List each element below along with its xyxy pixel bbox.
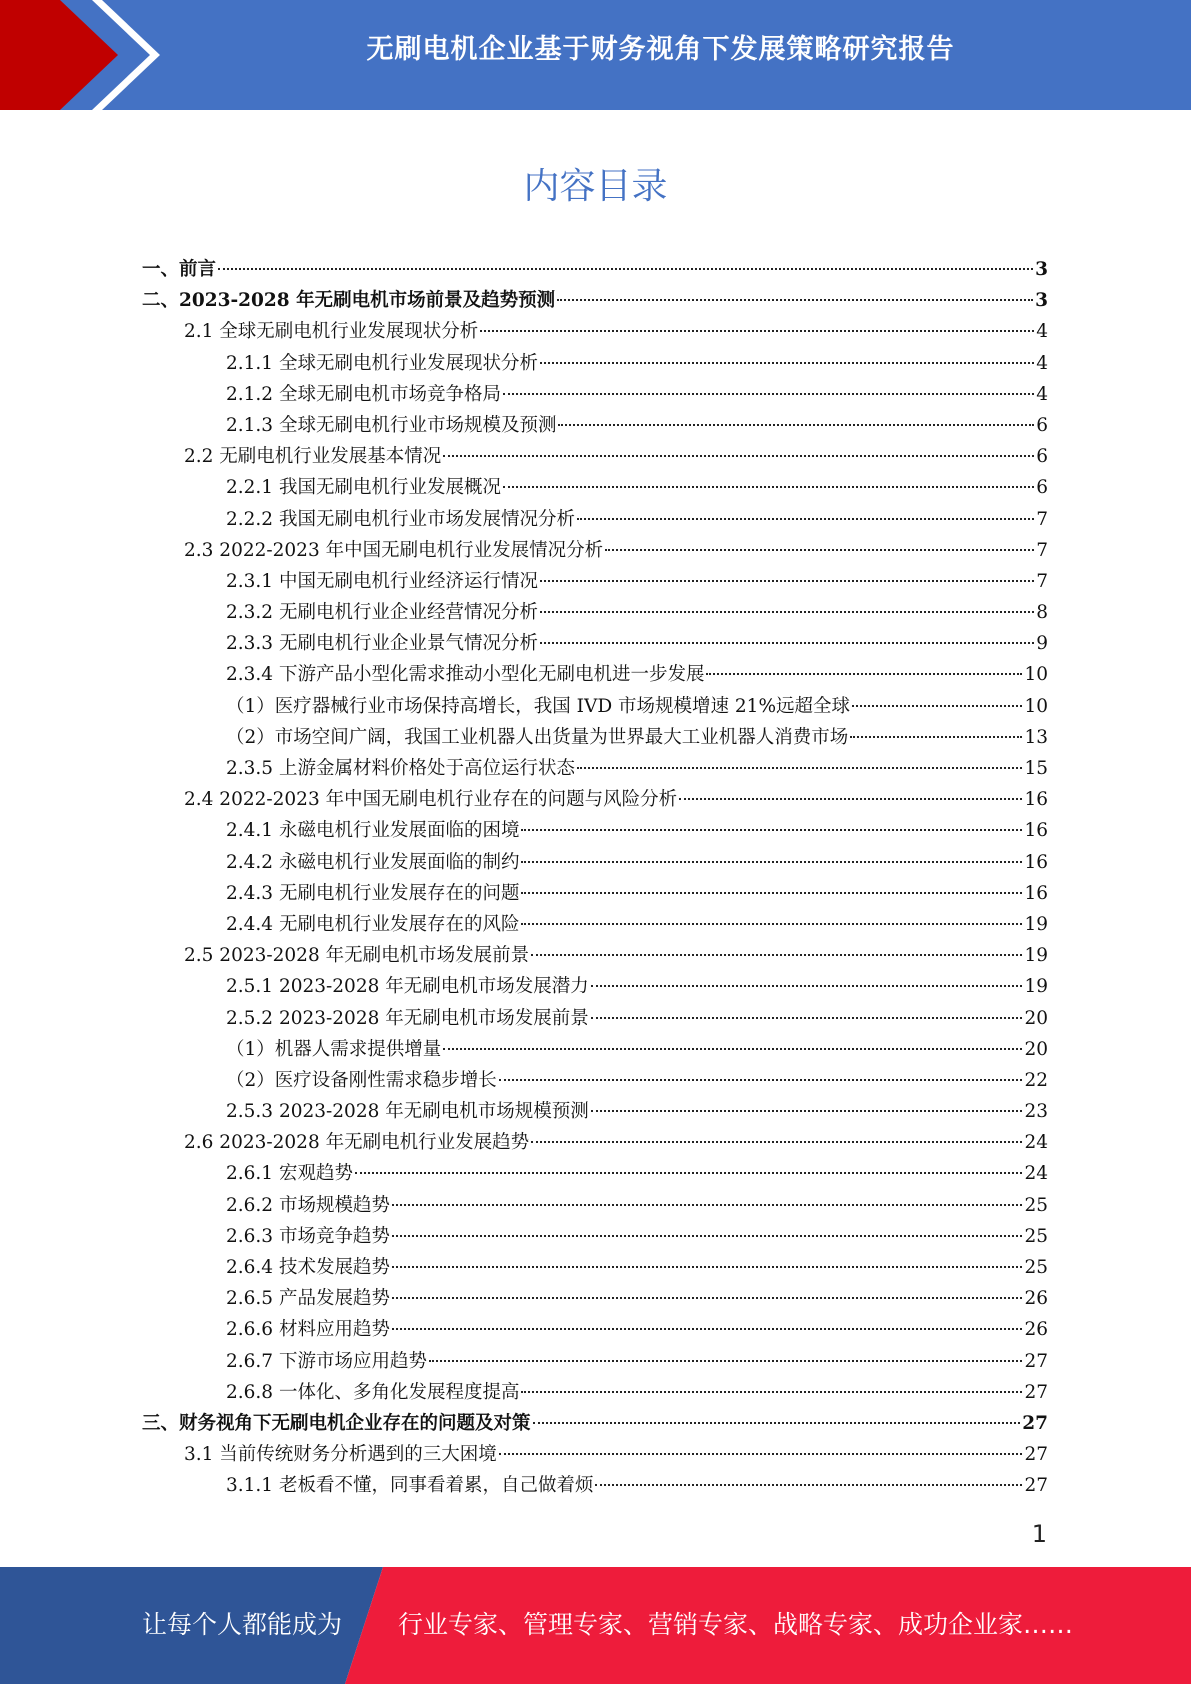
toc-entry[interactable] — [142, 628, 1048, 659]
toc-entry[interactable] — [142, 909, 1048, 940]
toc-dot-leader — [521, 861, 1022, 863]
toc-entry[interactable] — [142, 1470, 1048, 1501]
toc-entry[interactable] — [142, 1252, 1048, 1283]
toc-entry-title: 2.2 无刷电机行业发展基本情况 — [184, 446, 442, 468]
toc-entry-title: 2.1.3 全球无刷电机行业市场规模及预测 — [226, 414, 557, 436]
toc-entry-title: 2.3.3 无刷电机行业企业景气情况分析 — [226, 633, 538, 655]
toc-entry-page: 27 — [1024, 1475, 1048, 1497]
toc-entry-title: 2.6 2023-2028 年无刷电机行业发展趋势 — [184, 1132, 530, 1154]
toc-entry-page: 19 — [1024, 976, 1048, 998]
toc-entry-page: 16 — [1024, 820, 1048, 842]
footer-slogan-left: 让每个人都能成为 — [142, 1610, 343, 1639]
document-title: 无刷电机企业基于财务视角下发展策略研究报告 — [366, 34, 955, 65]
toc-entry-page: 24 — [1024, 1163, 1048, 1185]
toc-dot-leader — [706, 673, 1022, 675]
toc-entry-page: 25 — [1024, 1194, 1048, 1216]
toc-dot-leader — [540, 611, 1034, 613]
toc-dot-leader — [443, 1048, 1022, 1050]
toc-entry-page: 6 — [1036, 446, 1048, 468]
toc-dot-leader — [503, 486, 1034, 488]
toc-entry-title: 2.6.6 材料应用趋势 — [226, 1319, 390, 1341]
toc-entry[interactable] — [142, 316, 1048, 347]
toc-entry-title: 2.4.2 永磁电机行业发展面临的制约 — [226, 851, 520, 873]
header-banner — [0, 0, 1191, 110]
toc-entry[interactable] — [142, 1003, 1048, 1034]
toc-dot-leader — [521, 829, 1022, 831]
footer-slogan-right: 行业专家、管理专家、营销专家、战略专家、成功企业家…… — [398, 1610, 1074, 1639]
toc-entry-page: 19 — [1024, 913, 1048, 935]
toc-entry-title: 2.2.1 我国无刷电机行业发展概况 — [226, 477, 501, 499]
toc-dot-leader — [480, 330, 1034, 332]
red-chevron-shape — [0, 0, 118, 110]
toc-entry-page: 22 — [1024, 1069, 1048, 1091]
toc-entry-page: 16 — [1024, 789, 1048, 811]
toc-entry[interactable] — [142, 1314, 1048, 1345]
toc-dot-leader — [679, 798, 1022, 800]
toc-entry-title: 2.6.7 下游市场应用趋势 — [226, 1350, 427, 1372]
toc-dot-leader — [499, 1079, 1023, 1081]
toc-dot-leader — [595, 1484, 1022, 1486]
toc-entry-page: 4 — [1036, 321, 1048, 343]
toc-dot-leader — [392, 1235, 1022, 1237]
toc-dot-leader — [499, 1453, 1023, 1455]
toc-dot-leader — [392, 1297, 1022, 1299]
toc-entry-page: 6 — [1036, 477, 1048, 499]
toc-entry[interactable] — [142, 535, 1048, 566]
toc-dot-leader — [521, 1391, 1022, 1393]
toc-entry-title: 2.1 全球无刷电机行业发展现状分析 — [184, 321, 479, 343]
toc-dot-leader — [503, 393, 1034, 395]
toc-entry-title: （1）医疗器械行业市场保持高增长，我国 IVD 市场规模增速 21%远超全球 — [226, 695, 851, 717]
toc-entry-page: 7 — [1036, 508, 1048, 530]
toc-dot-leader — [521, 923, 1022, 925]
toc-entry[interactable] — [142, 1034, 1048, 1065]
toc-dot-leader — [540, 362, 1034, 364]
toc-entry-title: 2.4.1 永磁电机行业发展面临的困境 — [226, 820, 520, 842]
toc-entry-title: 2.3.4 下游产品小型化需求推动小型化无刷电机进一步发展 — [226, 664, 705, 686]
toc-entry[interactable] — [142, 722, 1048, 753]
toc-entry-page: 25 — [1024, 1257, 1048, 1278]
toc-entry-title: 3.1.1 老板看不懂，同事看着累，自己做着烦 — [226, 1475, 594, 1497]
toc-dot-leader — [605, 549, 1034, 551]
toc-dot-leader — [540, 580, 1034, 582]
toc-dot-leader — [558, 424, 1034, 426]
toc-entry-title: 2.1.2 全球无刷电机市场竞争格局 — [226, 383, 501, 405]
toc-entry-title: 2.3.1 中国无刷电机行业经济运行情况 — [226, 570, 538, 592]
toc-entry[interactable] — [142, 1190, 1048, 1221]
toc-entry-title: 三、财务视角下无刷电机企业存在的问题及对策 — [142, 1412, 531, 1434]
toc-entry-title: 2.4 2022-2023 年中国无刷电机行业存在的问题与风险分析 — [184, 789, 678, 811]
toc-entry[interactable] — [142, 1439, 1048, 1470]
toc-entry-page: 24 — [1024, 1132, 1048, 1154]
toc-entry[interactable] — [142, 1283, 1048, 1314]
toc-entry-title: 2.6.2 市场规模趋势 — [226, 1194, 390, 1216]
toc-entry-title: （1）机器人需求提供增量 — [226, 1038, 442, 1060]
toc-dot-leader — [540, 642, 1034, 644]
toc-entry-title: 2.3.2 无刷电机行业企业经营情况分析 — [226, 602, 538, 624]
toc-entry[interactable] — [142, 1346, 1048, 1377]
toc-entry-title: 2.5.1 2023-2028 年无刷电机市场发展潜力 — [226, 976, 589, 998]
toc-entry-title: 2.5.2 2023-2028 年无刷电机市场发展前景 — [226, 1007, 589, 1029]
toc-entry-page: 15 — [1024, 758, 1048, 779]
toc-entry-page: 10 — [1024, 664, 1048, 686]
toc-entry[interactable] — [142, 1127, 1048, 1158]
toc-entry[interactable] — [142, 441, 1048, 472]
toc-dot-leader — [355, 1172, 1023, 1174]
toc-entry[interactable] — [142, 254, 1048, 285]
toc-entry-title: 二、2023-2028 年无刷电机市场前景及趋势预测 — [142, 290, 556, 312]
toc-entry[interactable] — [142, 379, 1048, 410]
toc-entry[interactable] — [142, 784, 1048, 815]
toc-entry-title: 一、前言 — [142, 259, 217, 280]
toc-entry-title: 2.3.5 上游金属材料价格处于高位运行状态 — [226, 758, 575, 779]
toc-entry-page: 8 — [1036, 602, 1048, 624]
toc-entry[interactable] — [142, 472, 1048, 503]
toc-entry-page: 16 — [1024, 882, 1048, 904]
toc-entry[interactable] — [142, 878, 1048, 909]
toc-entry[interactable] — [142, 971, 1048, 1002]
toc-entry[interactable] — [142, 504, 1048, 535]
toc-entry-page: 19 — [1024, 945, 1048, 967]
toc-entry[interactable] — [142, 847, 1048, 878]
toc-dot-leader — [392, 1204, 1022, 1206]
toc-entry[interactable] — [142, 691, 1048, 722]
toc-entry-title: （2）医疗设备刚性需求稳步增长 — [226, 1069, 497, 1091]
toc-entry-page: 16 — [1024, 851, 1048, 873]
toc-entry-page: 25 — [1024, 1225, 1048, 1247]
toc-entry-title: 2.4.4 无刷电机行业发展存在的风险 — [226, 913, 520, 935]
toc-entry[interactable] — [142, 940, 1048, 971]
footer-banner — [0, 1567, 1191, 1684]
toc-dot-leader — [557, 299, 1033, 301]
toc-dot-leader — [591, 985, 1023, 987]
toc-entry[interactable] — [142, 348, 1048, 379]
toc-entry-page: 27 — [1022, 1412, 1048, 1434]
table-of-contents — [142, 254, 1048, 1502]
toc-dot-leader — [577, 767, 1022, 769]
toc-entry-title: 2.5.3 2023-2028 年无刷电机市场规模预测 — [226, 1101, 589, 1123]
toc-entry-page: 4 — [1036, 383, 1048, 405]
toc-entry-page: 26 — [1024, 1319, 1048, 1341]
toc-entry[interactable] — [142, 659, 1048, 690]
toc-entry[interactable] — [142, 566, 1048, 597]
toc-entry-title: 2.1.1 全球无刷电机行业发展现状分析 — [226, 352, 538, 374]
toc-entry-page: 27 — [1024, 1444, 1048, 1466]
toc-entry-title: 2.5 2023-2028 年无刷电机市场发展前景 — [184, 945, 530, 967]
toc-dot-leader — [591, 1017, 1023, 1019]
toc-entry[interactable] — [142, 1158, 1048, 1189]
toc-entry[interactable] — [142, 1221, 1048, 1252]
toc-entry-title: （2）市场空间广阔，我国工业机器人出货量为世界最大工业机器人消费市场 — [226, 726, 849, 748]
toc-entry-page: 9 — [1036, 633, 1048, 655]
toc-dot-leader — [531, 954, 1022, 956]
toc-entry-page: 27 — [1024, 1350, 1048, 1372]
toc-dot-leader — [443, 455, 1034, 457]
toc-entry-page: 20 — [1024, 1038, 1048, 1060]
toc-entry[interactable] — [142, 815, 1048, 846]
toc-entry-page: 7 — [1036, 570, 1048, 592]
toc-dot-leader — [852, 705, 1022, 707]
toc-entry-page: 27 — [1024, 1381, 1048, 1403]
toc-entry[interactable] — [142, 1065, 1048, 1096]
toc-dot-leader — [218, 268, 1033, 270]
toc-dot-leader — [521, 892, 1022, 894]
toc-entry-title: 2.4.3 无刷电机行业发展存在的问题 — [226, 882, 520, 904]
toc-entry[interactable] — [142, 1096, 1048, 1127]
toc-heading: 内容目录 — [523, 166, 668, 207]
toc-dot-leader — [533, 1422, 1021, 1424]
toc-entry-title: 2.2.2 我国无刷电机行业市场发展情况分析 — [226, 508, 575, 530]
toc-dot-leader — [429, 1360, 1022, 1362]
toc-entry-title: 2.3 2022-2023 年中国无刷电机行业发展情况分析 — [184, 539, 604, 561]
toc-entry-title: 2.6.4 技术发展趋势 — [226, 1257, 390, 1278]
toc-entry[interactable] — [142, 285, 1048, 316]
toc-entry-title: 2.6.3 市场竞争趋势 — [226, 1225, 390, 1247]
toc-entry-page: 23 — [1024, 1101, 1048, 1123]
toc-entry-page: 6 — [1036, 414, 1048, 436]
toc-entry[interactable] — [142, 410, 1048, 441]
toc-entry-title: 2.6.8 一体化、多角化发展程度提高 — [226, 1381, 520, 1403]
toc-entry[interactable] — [142, 753, 1048, 784]
toc-entry-page: 10 — [1024, 695, 1048, 717]
toc-entry[interactable] — [142, 597, 1048, 628]
toc-entry-title: 2.6.1 宏观趋势 — [226, 1163, 353, 1185]
page-number: 1 — [1031, 1520, 1047, 1548]
toc-entry-page: 7 — [1036, 539, 1048, 561]
toc-entry-page: 3 — [1035, 290, 1048, 312]
toc-entry-page: 26 — [1024, 1288, 1048, 1310]
toc-entry-page: 3 — [1035, 259, 1048, 280]
toc-dot-leader — [591, 1110, 1023, 1112]
toc-entry-page: 20 — [1024, 1007, 1048, 1029]
toc-entry[interactable] — [142, 1408, 1048, 1439]
toc-entry[interactable] — [142, 1377, 1048, 1408]
toc-dot-leader — [392, 1328, 1022, 1330]
toc-dot-leader — [577, 518, 1034, 520]
toc-dot-leader — [392, 1266, 1022, 1268]
toc-entry-page: 13 — [1024, 726, 1048, 748]
toc-dot-leader — [531, 1141, 1022, 1143]
toc-entry-page: 4 — [1036, 352, 1048, 374]
toc-entry-title: 2.6.5 产品发展趋势 — [226, 1288, 390, 1310]
toc-dot-leader — [850, 736, 1022, 738]
toc-entry-title: 3.1 当前传统财务分析遇到的三大困境 — [184, 1444, 497, 1466]
